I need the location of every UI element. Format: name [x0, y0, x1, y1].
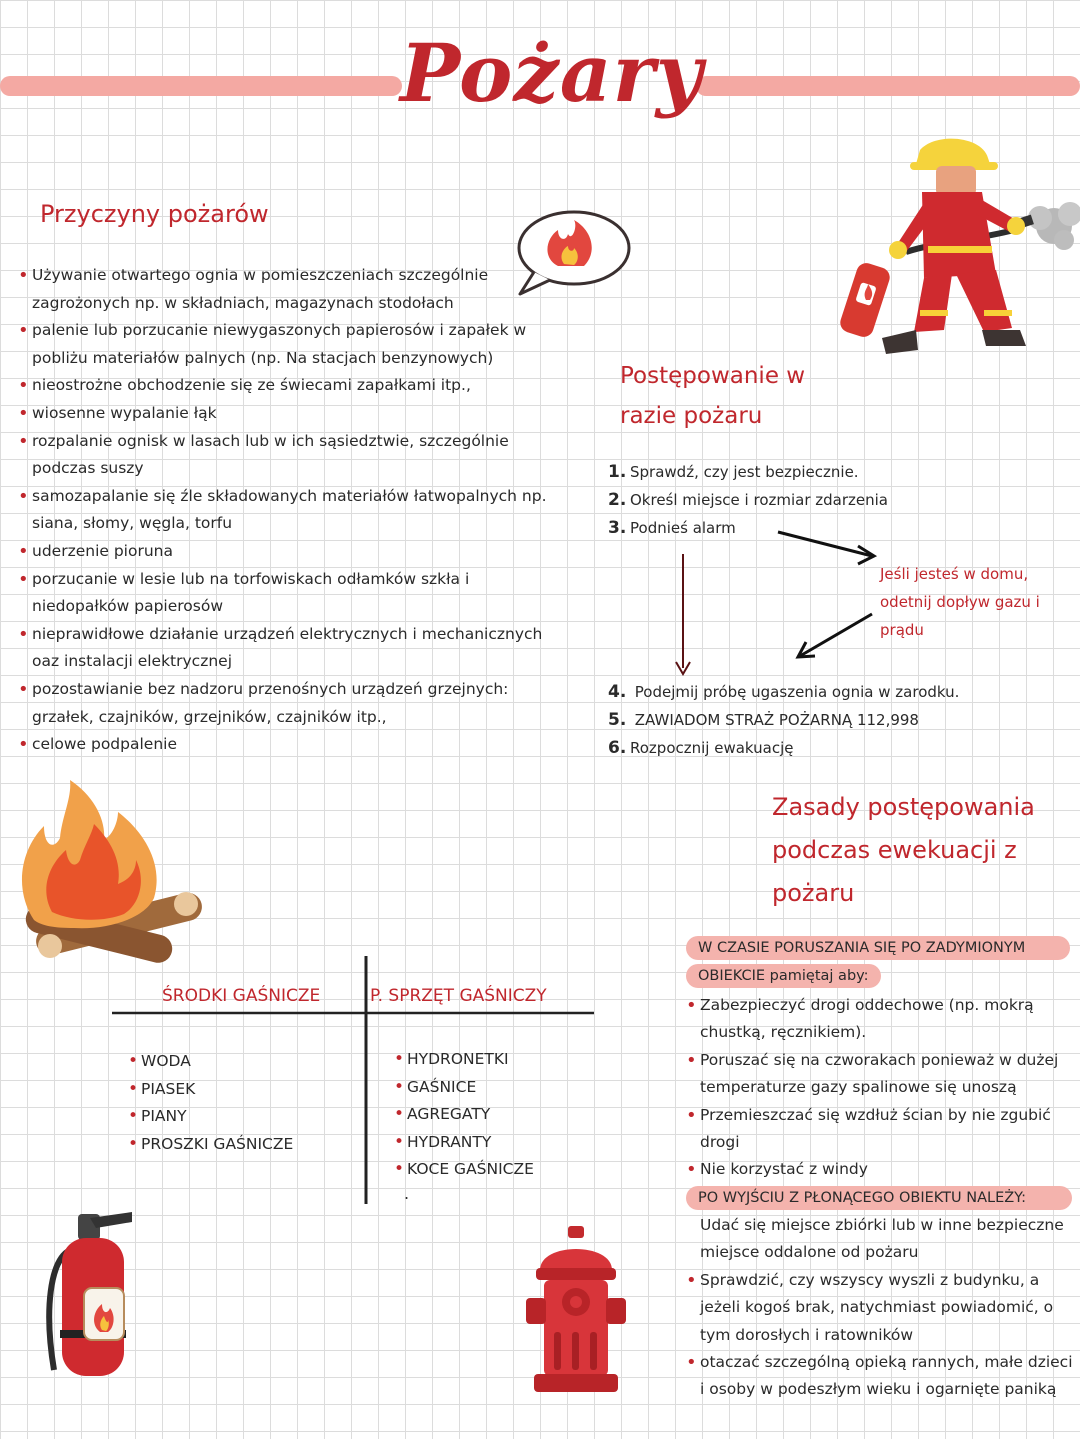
list-item: • uderzenie pioruna: [18, 538, 548, 566]
list-item: • Poruszać się na czworakach ponieważ w dużej temperaturze gazy spalinowe się unoszą: [686, 1047, 1076, 1102]
step-text: Sprawdź, czy jest bezpiecznie.: [630, 463, 859, 481]
step-number: 5.: [608, 710, 627, 730]
list-item: • PIANY: [128, 1103, 293, 1131]
list-item: • GAŚNICE: [394, 1074, 534, 1102]
home-note: Jeśli jesteś w domu, odetnij dopływ gazu i prądu: [880, 565, 1040, 639]
fire-hydrant-icon: [526, 1226, 626, 1394]
table-col2-heading: P. SPRZĘT GAŚNICZY: [370, 986, 547, 1006]
highlight-line: OBIEKCIE pamiętaj aby:: [686, 964, 881, 988]
list-item: • WODA: [128, 1048, 293, 1076]
step-text: Określ miejsce i rozmiar zdarzenia: [630, 491, 888, 509]
list-item: • nieprawidłowe działanie urządzeń elektrycznych i mechanicznych oaz instalacji elektrycznej: [18, 621, 548, 676]
page-title: Pożary: [400, 26, 704, 120]
list-item: • AGREGATY: [394, 1101, 534, 1129]
evacuation-heading-line1: Zasady postępowania: [772, 793, 1035, 821]
causes-heading: Przyczyny pożarów: [40, 200, 269, 228]
list-item: • nieostrożne obchodzenie się ze świecami zapałkami itp.,: [18, 372, 548, 400]
evacuation-list-a: [686, 992, 1076, 1184]
evacuation-heading-line2: podczas ewekuacji z: [772, 836, 1017, 864]
step-number: 1.: [608, 462, 627, 482]
table-col2-list: [394, 1046, 534, 1184]
step-number: 2.: [608, 490, 627, 510]
list-item: Udać się miejsce zbiórki lub w inne bezpieczne miejsce oddalone od pożaru: [700, 1216, 1064, 1262]
evacuation-heading-line3: pożaru: [772, 879, 855, 907]
list-item: • Używanie otwartego ognia w pomieszczeniach szczególnie zagrożonych np. w składniach, magazynach stodołach: [18, 262, 548, 317]
list-item: • PIASEK: [128, 1076, 293, 1104]
evacuation-heading: [772, 786, 1035, 915]
table-col1-heading: ŚRODKI GAŚNICZE: [162, 986, 321, 1006]
list-item: • palenie lub porzucanie niewygaszonych papierosów i zapałek w pobliżu materiałów palnych (np. Na stacjach benzynowych): [18, 317, 548, 372]
table-trailing-dot: .: [404, 1184, 410, 1203]
list-item: • Nie korzystać z windy: [686, 1156, 1076, 1183]
list-item: • pozostawianie bez nadzoru przenośnych urządzeń grzejnych: grzałek, czajników, grzejników, czajników itp.,: [18, 676, 548, 731]
table-col1-list: [128, 1048, 293, 1158]
step-number: 6.: [608, 738, 627, 758]
list-item: • rozpalanie ognisk w lasach lub w ich sąsiedztwie, szczególnie podczas suszy: [18, 428, 548, 483]
list-item: • samozapalanie się źle składowanych materiałów łatwopalnych np. siana, słomy, węgla, torfu: [18, 483, 548, 538]
list-item: • wiosenne wypalanie łąk: [18, 400, 548, 428]
list-item: • porzucanie w lesie lub na torfowiskach odłamków szkła i niedopałków papierosów: [18, 566, 548, 621]
step-text: Podnieś alarm: [630, 519, 736, 537]
fire-extinguisher-icon: [40, 1210, 140, 1382]
list-item: • otaczać szczególną opieką rannych, małe dzieci i osoby w podeszłym wieku i ogarnięte paniką: [686, 1349, 1076, 1404]
evacuation-highlight-1: [686, 936, 1076, 988]
list-item: • Sprawdzić, czy wszyscy wyszli z budynku, a jeżeli kogoś brak, natychmiast powiadomić, o tym dorosłych i ratowników: [686, 1267, 1076, 1349]
list-item: • KOCE GAŚNICZE: [394, 1156, 534, 1184]
step-text: ZAWIADOM STRAŻ POŻARNĄ 112,998: [634, 711, 919, 729]
evacuation-highlight-2: PO WYJŚCIU Z PŁONĄCEGO OBIEKTU NALEŻY:: [686, 1186, 1072, 1210]
list-item: • HYDRONETKI: [394, 1046, 534, 1074]
list-item: • Przemieszczać się wzdłuż ścian by nie zgubić drogi: [686, 1102, 1076, 1157]
step-number: 3.: [608, 518, 627, 538]
list-item: • celowe podpalenie: [18, 731, 548, 759]
step-text: Rozpocznij ewakuację: [630, 739, 794, 757]
step-text: Podejmij próbę ugaszenia ognia w zarodku.: [634, 683, 960, 701]
list-item: • HYDRANTY: [394, 1129, 534, 1157]
highlight-line: W CZASIE PORUSZANIA SIĘ PO ZADYMIONYM: [686, 936, 1070, 960]
list-item: • Zabezpieczyć drogi oddechowe (np. mokrą chustką, ręcznikiem).: [686, 992, 1076, 1047]
procedure-heading-line2: razie pożaru: [620, 403, 763, 429]
list-item: • PROSZKI GAŚNICZE: [128, 1131, 293, 1159]
evacuation-list-b: [686, 1212, 1076, 1404]
procedure-heading-line1: Postępowanie w: [620, 363, 806, 389]
step-number: 4.: [608, 682, 627, 702]
